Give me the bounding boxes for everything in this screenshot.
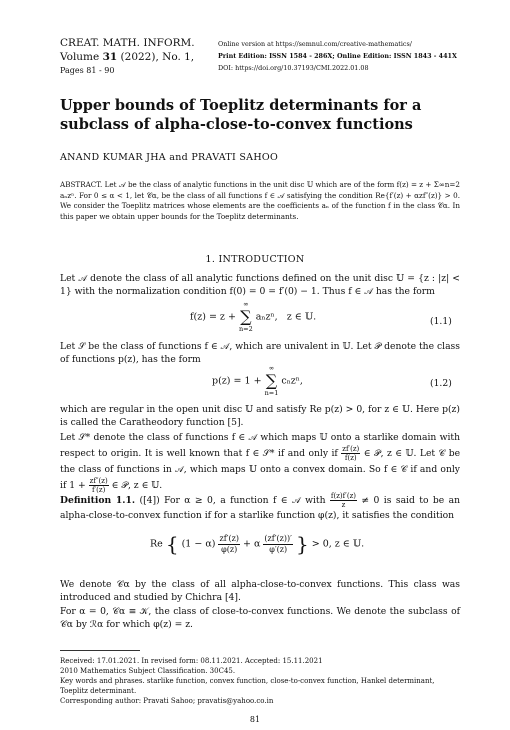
journal-header <box>60 36 195 78</box>
abstract-label: ABSTRACT. <box>60 180 103 189</box>
footnote-divider <box>60 650 140 651</box>
journal-name: CREAT. MATH. INFORM. <box>60 37 195 49</box>
online-version: Online version at https://semnul.com/creative-mathematics/ <box>218 40 412 48</box>
paragraph-starlike: Let 𝒮* denote the class of functions f ∈ 𝒜 which maps 𝕌 onto a starlike domain with respect to origin. It is well known that f ∈ 𝒮* if and only if $\frac{zf'(z)}{f(z)}$ ∈ 𝒫, z ∈ 𝕌. Let 𝒞 be the class of functions in 𝒜, which maps 𝕌 onto a convex domain. So f ∈ 𝒞 if and only if 1 + $\frac{zf''(z)}{f'(z)}$ ∈ 𝒫, z ∈ 𝕌. <box>60 432 461 494</box>
journal-volume: Volume 31 (2022), No. 1, <box>60 51 195 63</box>
abstract-text: Let 𝒜 be the class of analytic functions in the unit disc 𝕌 which are of the form f(z) = z + Σ∞n=2 aₙzⁿ. For 0 ≤ α < 1, let 𝒞α, be the class of all functions f ∈ 𝒜 satisfying the condition Re{f′(z) + αzf″(z)} > 0. We consider the Toeplitz matrices whose elements are the coefficients aₙ of the function f in the class 𝒞α. In this paper we obtain upper bounds for the Toeplitz determinants. <box>60 180 460 221</box>
equation-number-1-1: (1.1) <box>430 316 452 327</box>
paragraph-caratheodory: which are regular in the open unit disc 𝕌 and satisfy Re p(z) > 0, for z ∈ 𝕌. Here p(z) is called the Caratheodory function [5]. <box>60 404 460 428</box>
footnote-received: Received: 17.01.2021. In revised form: 08.11.2021. Accepted: 15.11.2021 <box>60 657 323 665</box>
paragraph-close-to-convex: For α = 0, 𝒞α ≡ 𝒦, the class of close-to-convex functions. We denote the subclass of 𝒞α by ℛα for which φ(z) = z. <box>60 606 460 630</box>
section-heading: 1. INTRODUCTION <box>205 254 305 265</box>
publication-info <box>218 38 457 74</box>
print-edition: Print Edition: ISSN 1584 - 286X; Online Edition: ISSN 1843 - 441X <box>218 52 457 60</box>
paragraph-univalent: Let 𝒮 be the class of functions f ∈ 𝒜, which are univalent in 𝕌. Let 𝒫 denote the class of functions p(z), has the form <box>60 341 460 365</box>
page-number: 81 <box>249 715 261 724</box>
paragraph-denote: We denote 𝒞α by the class of all alpha-close-to-convex functions. This class was introduced and studied by Chichra [4]. <box>60 579 460 603</box>
equation-definition: Re { (1 − α) $\frac{zf'(z)}{\varphi(z)}$ + α $\frac{(zf'(z))'}{\varphi'(z)}$ } > 0, z ∈ 𝕌. <box>150 532 365 556</box>
footnote-corresponding: Corresponding author: Pravati Sahoo; pravatis@yahoo.co.in <box>60 697 274 705</box>
paper-title: Upper bounds of Toeplitz determinants for a subclass of alpha-close-to-convex functions <box>60 97 422 133</box>
equation-number-1-2: (1.2) <box>430 378 452 389</box>
footnote-keywords: Key words and phrases. starlike function, convex function, close-to-convex function, Hankel determinant, Toeplitz determinant. <box>60 677 435 695</box>
journal-pages: Pages 81 - 90 <box>60 66 115 75</box>
paragraph-intro: Let 𝒜 denote the class of all analytic functions defined on the unit disc 𝕌 = {z : |z| < 1} with the normalization condition f(0) = 0 = f′(0) − 1. Thus f ∈ 𝒜 has the form <box>60 273 460 297</box>
footnote-msc: 2010 Mathematics Subject Classification. 30C45. <box>60 667 236 675</box>
abstract <box>60 180 460 222</box>
paper-authors: ANAND KUMAR JHA and PRAVATI SAHOO <box>60 152 279 163</box>
definition-1-1: Definition 1.1. ([4]) For α ≥ 0, a function f ∈ 𝒜 with $\frac{f(z)f'(z)}{z}$ ≠ 0 is said to be an alpha-close-to-convex function if for a starlike function φ(z), it satisfies the condition <box>60 492 461 521</box>
equation-1-1: f(z) = z + ∞ ∑ n=2 aₙzⁿ, z ∈ 𝕌. <box>190 300 317 333</box>
equation-1-2: p(z) = 1 + ∞ ∑ n=1 cₙzⁿ, <box>212 364 303 397</box>
doi-link[interactable]: DOI: https://doi.org/10.37193/CMI.2022.01.08 <box>218 64 369 72</box>
